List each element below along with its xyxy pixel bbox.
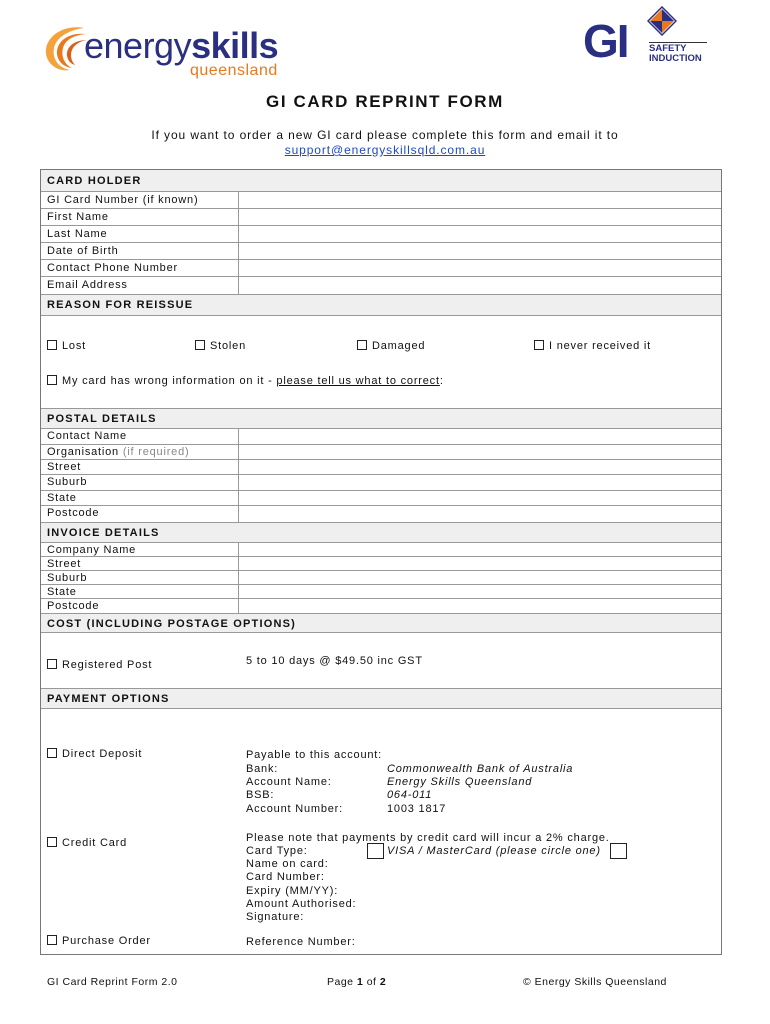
field-divider bbox=[238, 599, 239, 613]
option-label: Stolen bbox=[210, 340, 246, 352]
field-label: Street bbox=[47, 461, 82, 473]
section-heading: CARD HOLDER bbox=[47, 175, 142, 187]
logo-word-skills: skills bbox=[191, 25, 279, 66]
option-label: Registered Post bbox=[62, 659, 153, 671]
amount-authorised-label: Amount Authorised: bbox=[246, 898, 357, 910]
option-label: Lost bbox=[62, 340, 86, 352]
section-invoice-details bbox=[41, 523, 721, 543]
field-label: Postcode bbox=[47, 507, 100, 519]
intro-text bbox=[0, 128, 770, 158]
direct-deposit-checkbox[interactable] bbox=[47, 748, 142, 760]
field-divider bbox=[238, 557, 239, 570]
option-label: Damaged bbox=[372, 340, 426, 352]
field-contact-phone[interactable] bbox=[41, 260, 721, 277]
cost-options bbox=[41, 633, 721, 689]
gi-subtitle-line2: INDUCTION bbox=[649, 53, 702, 64]
field-divider bbox=[238, 506, 239, 522]
section-postal-details bbox=[41, 409, 721, 429]
credit-card-checkbox[interactable] bbox=[47, 837, 127, 849]
field-postal-suburb[interactable] bbox=[41, 475, 721, 491]
field-label: Contact Phone Number bbox=[47, 262, 178, 274]
gi-diamond-icon bbox=[647, 6, 677, 36]
logo-sub-queensland: queensland bbox=[190, 62, 278, 79]
gi-safety-induction-logo bbox=[583, 6, 713, 66]
field-divider bbox=[238, 209, 239, 225]
checkbox-icon bbox=[534, 340, 544, 350]
field-invoice-state[interactable] bbox=[41, 585, 721, 599]
bank-value: Commonwealth Bank of Australia bbox=[387, 763, 574, 775]
field-last-name[interactable] bbox=[41, 226, 721, 243]
footer-copyright: © Energy Skills Queensland bbox=[523, 976, 667, 988]
field-invoice-company-name[interactable] bbox=[41, 543, 721, 557]
checkbox-icon bbox=[47, 837, 57, 847]
gi-subtitle-line1: SAFETY bbox=[649, 43, 687, 54]
card-type-box-left[interactable] bbox=[367, 843, 384, 859]
bsb-label: BSB: bbox=[246, 789, 275, 801]
option-label: My card has wrong information on it - bbox=[62, 375, 277, 387]
payment-options bbox=[41, 709, 721, 955]
checkbox-icon bbox=[47, 659, 57, 669]
field-label: Suburb bbox=[47, 476, 88, 488]
correction-prompt: please tell us what to correct bbox=[276, 375, 440, 387]
field-label: Suburb bbox=[47, 572, 88, 584]
option-label: I never received it bbox=[549, 340, 652, 352]
field-label: Email Address bbox=[47, 279, 128, 291]
checkbox-icon bbox=[357, 340, 367, 350]
option-label: Purchase Order bbox=[62, 935, 151, 947]
option-label: Credit Card bbox=[62, 837, 128, 849]
reason-options bbox=[41, 316, 721, 409]
checkbox-icon bbox=[47, 375, 57, 385]
field-divider bbox=[238, 192, 239, 208]
page-prefix: Page bbox=[327, 976, 357, 988]
page-mid: of bbox=[363, 976, 380, 988]
reason-lost-checkbox[interactable] bbox=[47, 340, 86, 352]
checkbox-icon bbox=[47, 935, 57, 945]
signature-label: Signature: bbox=[246, 911, 305, 923]
field-label: Contact Name bbox=[47, 430, 127, 442]
field-postal-postcode[interactable] bbox=[41, 506, 721, 523]
footer-page-number bbox=[327, 976, 386, 988]
field-label: Date of Birth bbox=[47, 245, 119, 257]
reason-never-received-checkbox[interactable] bbox=[534, 340, 651, 352]
field-divider bbox=[238, 585, 239, 598]
section-heading: PAYMENT OPTIONS bbox=[47, 693, 170, 705]
section-heading: INVOICE DETAILS bbox=[47, 527, 160, 539]
field-first-name[interactable] bbox=[41, 209, 721, 226]
field-label: GI Card Number (if known) bbox=[47, 194, 199, 206]
bank-label: Bank: bbox=[246, 763, 279, 775]
option-label: Direct Deposit bbox=[62, 748, 143, 760]
section-reason-for-reissue bbox=[41, 295, 721, 316]
field-label: State bbox=[47, 492, 77, 504]
field-divider bbox=[238, 429, 239, 444]
account-name-label: Account Name: bbox=[246, 776, 332, 788]
card-type-label: Card Type: bbox=[246, 845, 308, 857]
page-current: 1 bbox=[356, 976, 364, 988]
field-postal-contact-name[interactable] bbox=[41, 429, 721, 445]
reference-number-label: Reference Number: bbox=[246, 936, 356, 948]
field-divider bbox=[238, 243, 239, 259]
field-divider bbox=[238, 226, 239, 242]
field-label: Organisation bbox=[47, 446, 119, 458]
section-cost bbox=[41, 614, 721, 633]
support-email-link[interactable]: support@energyskillsqld.com.au bbox=[284, 143, 486, 157]
registered-post-checkbox[interactable] bbox=[47, 659, 152, 671]
gi-subtitle bbox=[649, 44, 702, 64]
field-divider bbox=[238, 445, 239, 459]
field-invoice-suburb[interactable] bbox=[41, 571, 721, 585]
field-label: First Name bbox=[47, 211, 109, 223]
payable-text: Payable to this account: bbox=[246, 749, 382, 761]
field-label: State bbox=[47, 586, 77, 598]
reason-damaged-checkbox[interactable] bbox=[357, 340, 425, 352]
card-number-label: Card Number: bbox=[246, 871, 325, 883]
account-name-value: Energy Skills Queensland bbox=[387, 776, 533, 788]
field-divider bbox=[238, 475, 239, 490]
field-divider bbox=[238, 571, 239, 584]
section-heading: COST (INCLUDING POSTAGE OPTIONS) bbox=[47, 618, 297, 630]
checkbox-icon bbox=[47, 748, 57, 758]
card-type-value: VISA / MasterCard (please circle one) bbox=[387, 845, 601, 857]
purchase-order-checkbox[interactable] bbox=[47, 935, 151, 947]
intro-sentence: If you want to order a new GI card please complete this form and email it to bbox=[151, 128, 619, 142]
field-hint: (if required) bbox=[122, 446, 190, 458]
section-heading: REASON FOR REISSUE bbox=[47, 299, 194, 311]
checkbox-icon bbox=[195, 340, 205, 350]
section-heading: POSTAL DETAILS bbox=[47, 413, 157, 425]
field-postal-state[interactable] bbox=[41, 491, 721, 506]
field-email-address[interactable] bbox=[41, 277, 721, 295]
energy-skills-wordmark bbox=[84, 26, 278, 66]
field-postal-organisation[interactable] bbox=[41, 445, 721, 460]
reason-stolen-checkbox[interactable] bbox=[195, 340, 246, 352]
bsb-value: 064-011 bbox=[387, 789, 433, 801]
postage-detail: 5 to 10 days @ $49.50 inc GST bbox=[246, 655, 423, 667]
reason-wrong-info-checkbox[interactable] bbox=[47, 375, 444, 387]
page-total: 2 bbox=[379, 976, 387, 988]
name-on-card-label: Name on card: bbox=[246, 858, 329, 870]
checkbox-icon bbox=[47, 340, 57, 350]
field-label: Postcode bbox=[47, 600, 100, 612]
field-divider bbox=[238, 491, 239, 505]
field-label: Last Name bbox=[47, 228, 108, 240]
gi-letters: GI bbox=[583, 15, 628, 67]
section-payment-options bbox=[41, 689, 721, 709]
logo-word-energy: energy bbox=[84, 25, 192, 66]
option-suffix: : bbox=[439, 375, 444, 387]
field-divider bbox=[238, 543, 239, 556]
field-divider bbox=[238, 277, 239, 294]
field-postal-street[interactable] bbox=[41, 460, 721, 475]
field-label: Street bbox=[47, 558, 82, 570]
account-number-value: 1003 1817 bbox=[387, 803, 447, 815]
credit-card-note: Please note that payments by credit card will incur a 2% charge. bbox=[246, 832, 610, 844]
field-divider bbox=[238, 260, 239, 276]
expiry-label: Expiry (MM/YY): bbox=[246, 885, 339, 897]
page-title: GI CARD REPRINT FORM bbox=[266, 92, 504, 111]
section-card-holder bbox=[41, 170, 721, 192]
account-number-label: Account Number: bbox=[246, 803, 343, 815]
footer-form-version: GI Card Reprint Form 2.0 bbox=[47, 976, 178, 988]
reprint-form bbox=[40, 169, 722, 955]
field-invoice-postcode[interactable] bbox=[41, 599, 721, 614]
energy-skills-logo bbox=[40, 20, 300, 84]
field-label: Company Name bbox=[47, 544, 137, 556]
field-date-of-birth[interactable] bbox=[41, 243, 721, 260]
card-type-box-right[interactable] bbox=[610, 843, 627, 859]
field-divider bbox=[238, 460, 239, 474]
field-invoice-street[interactable] bbox=[41, 557, 721, 571]
field-gi-card-number[interactable] bbox=[41, 192, 721, 209]
